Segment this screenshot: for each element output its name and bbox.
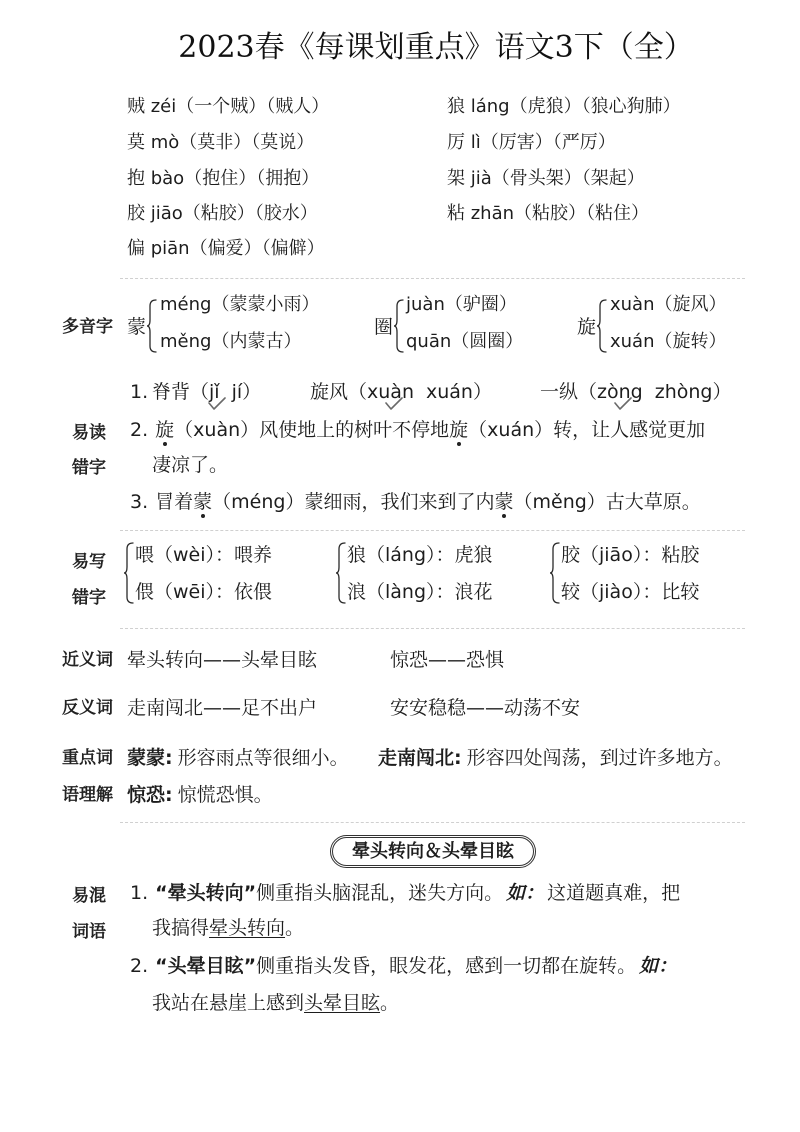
item-number: 2. (130, 955, 149, 977)
section-divider (120, 530, 745, 531)
sentence-text: （méng）蒙细雨，我们来到了内 (212, 491, 495, 513)
word-suffix: ） (712, 381, 732, 403)
sentence-continuation: 凄凉了。 (152, 454, 229, 476)
vocab-item: 抱 bào（抱住）（拥抱） (127, 168, 320, 189)
polyphonic-reading: měng（内蒙古） (160, 331, 302, 352)
section-divider (120, 278, 745, 279)
key-words-label: 语理解 (62, 785, 113, 805)
word-prefix: 一纵（ (540, 381, 598, 403)
pinyin-text: jǐ (209, 381, 220, 403)
page-title: 2023春《每课划重点》语文3下（全） (178, 30, 694, 65)
vocab-item: 胶 jiāo（粘胶）（胶水） (127, 203, 318, 224)
polyphonic-reading: xuàn（旋风） (610, 294, 727, 315)
vocab-item: 莫 mò（莫非）（莫说） (127, 132, 315, 153)
word-suffix: ） (242, 381, 262, 403)
key-word-entry (127, 783, 273, 807)
miswritten-label: 易写 (72, 552, 106, 572)
polyphonic-char: 蒙 (127, 316, 147, 338)
word-prefix: 脊背（ (152, 381, 210, 403)
key-word-term: 蒙蒙: (127, 747, 173, 769)
pinyin-text: xuàn (367, 381, 414, 403)
emphasized-char: 旋 (449, 419, 469, 441)
pinyin-option-checked (209, 380, 220, 404)
key-word-entry (127, 746, 349, 770)
vocab-item: 狼 láng（虎狼）（狼心狗肺） (447, 96, 681, 117)
key-word-term: 惊恐: (127, 784, 173, 806)
pinyin-text: zòng (597, 381, 643, 403)
check-mark-icon (208, 397, 226, 411)
miswritten-item: 偎（wēi）：依偎 (135, 581, 273, 603)
antonym-pair: 安安稳稳——动荡不安 (390, 697, 581, 719)
polyphonic-reading: méng（蒙蒙小雨） (160, 294, 320, 315)
confusable-example (152, 916, 304, 940)
antonyms-label: 反义词 (62, 698, 113, 718)
miswritten-item: 喂（wèi）：喂养 (135, 544, 273, 566)
key-word-definition: 形容雨点等很细小。 (177, 747, 349, 769)
key-word-definition: 惊慌恐惧。 (177, 784, 273, 806)
vocab-item: 贼 zéi（一个贼）（贼人） (127, 96, 330, 117)
key-word-entry (378, 746, 733, 770)
vocab-item: 偏 piān（偏爱）（偏僻） (127, 238, 325, 259)
example-text: 我搞得 (152, 917, 210, 939)
miswritten-item: 较（jiào）：比较 (561, 581, 700, 603)
example-text: 这道题真难，把 (547, 882, 681, 904)
section-divider (120, 822, 745, 823)
brace-icon (393, 299, 405, 353)
item-number: 3. (130, 491, 149, 513)
emphasized-char: 蒙 (494, 491, 514, 513)
example-underlined-term: 头晕目眩 (304, 992, 381, 1014)
misread-label: 易读 (72, 423, 106, 443)
brace-icon (123, 542, 135, 604)
check-mark-icon (614, 397, 632, 411)
polyphonic-reading: quān（圆圈） (406, 331, 524, 352)
example-text: 我站在悬崖上感到 (152, 992, 305, 1014)
polyphonic-char: 旋 (577, 316, 597, 338)
pinyin-option: xuán (426, 381, 473, 403)
miswritten-item: 浪（làng）：浪花 (347, 581, 493, 603)
sentence-text: 冒着 (155, 491, 194, 513)
confusable-item (130, 881, 680, 905)
brace-icon (549, 542, 561, 604)
misread-word (310, 380, 492, 404)
sentence-text: （měng）古大草原。 (513, 491, 701, 513)
vocab-item: 架 jià（骨头架）（架起） (447, 168, 645, 189)
antonym-pair: 走南闯北——足不出户 (127, 697, 318, 719)
synonyms-label: 近义词 (62, 650, 113, 670)
key-words-label: 重点词 (62, 748, 113, 768)
confusable-label: 词语 (72, 922, 106, 942)
confusable-term: “头晕目眩” (155, 955, 257, 977)
polyphonic-label: 多音字 (62, 317, 113, 337)
confusable-heading: 晕头转向＆头晕目眩 (352, 841, 514, 862)
confusable-label: 易混 (72, 886, 106, 906)
polyphonic-char: 圈 (374, 316, 394, 338)
synonym-pair: 惊恐——恐惧 (390, 649, 505, 671)
section-divider (120, 628, 745, 629)
confusable-term: “晕头转向” (155, 882, 257, 904)
misread-label: 错字 (72, 458, 106, 478)
brace-icon (335, 542, 347, 604)
item-number: 1. (130, 882, 149, 904)
vocab-item: 厉 lì（厉害）（严厉） (447, 132, 616, 153)
brace-icon (596, 299, 608, 353)
misread-word (152, 380, 261, 404)
confusable-example (152, 991, 399, 1015)
pinyin-option-checked (367, 380, 414, 404)
sentence-text: （xuàn）风使地上的树叶不停地 (174, 419, 450, 441)
confusable-description: 侧重指头脑混乱，迷失方向。 (256, 882, 504, 904)
example-text: 。 (285, 917, 305, 939)
vocab-item: 粘 zhān（粘胶）（粘住） (447, 203, 650, 224)
pinyin-option: jí (231, 381, 243, 403)
misread-sentence (130, 490, 701, 514)
example-marker: 如： (639, 955, 678, 977)
example-text: 。 (380, 992, 400, 1014)
miswritten-item: 狼（láng）：虎狼 (347, 544, 493, 566)
misread-word (540, 380, 731, 404)
polyphonic-reading: xuán（旋转） (610, 331, 727, 352)
example-underlined-term: 晕头转向 (209, 917, 286, 939)
confusable-item (130, 954, 680, 978)
misread-sentence (130, 418, 705, 442)
confusable-heading-box (330, 835, 536, 868)
word-suffix: ） (472, 381, 492, 403)
emphasized-char: 蒙 (193, 491, 213, 513)
word-prefix: 旋风（ (310, 381, 368, 403)
example-marker: 如： (506, 882, 545, 904)
check-mark-icon (385, 397, 403, 411)
synonym-pair: 晕头转向——头晕目眩 (127, 649, 318, 671)
item-number: 2. (130, 419, 149, 441)
pinyin-option-checked (597, 380, 643, 404)
pinyin-option: zhòng (654, 381, 713, 403)
item-number: 1. (130, 381, 149, 403)
key-word-term: 走南闯北: (378, 747, 462, 769)
miswritten-label: 错字 (72, 588, 106, 608)
emphasized-char: 旋 (155, 419, 175, 441)
sentence-text: （xuán）转，让人感觉更加 (468, 419, 706, 441)
miswritten-item: 胶（jiāo）：粘胶 (561, 544, 700, 566)
polyphonic-reading: juàn（驴圈） (406, 294, 517, 315)
key-word-definition: 形容四处闯荡，到过许多地方。 (466, 747, 733, 769)
confusable-description: 侧重指头发昏，眼发花，感到一切都在旋转。 (256, 955, 637, 977)
brace-icon (146, 299, 158, 353)
